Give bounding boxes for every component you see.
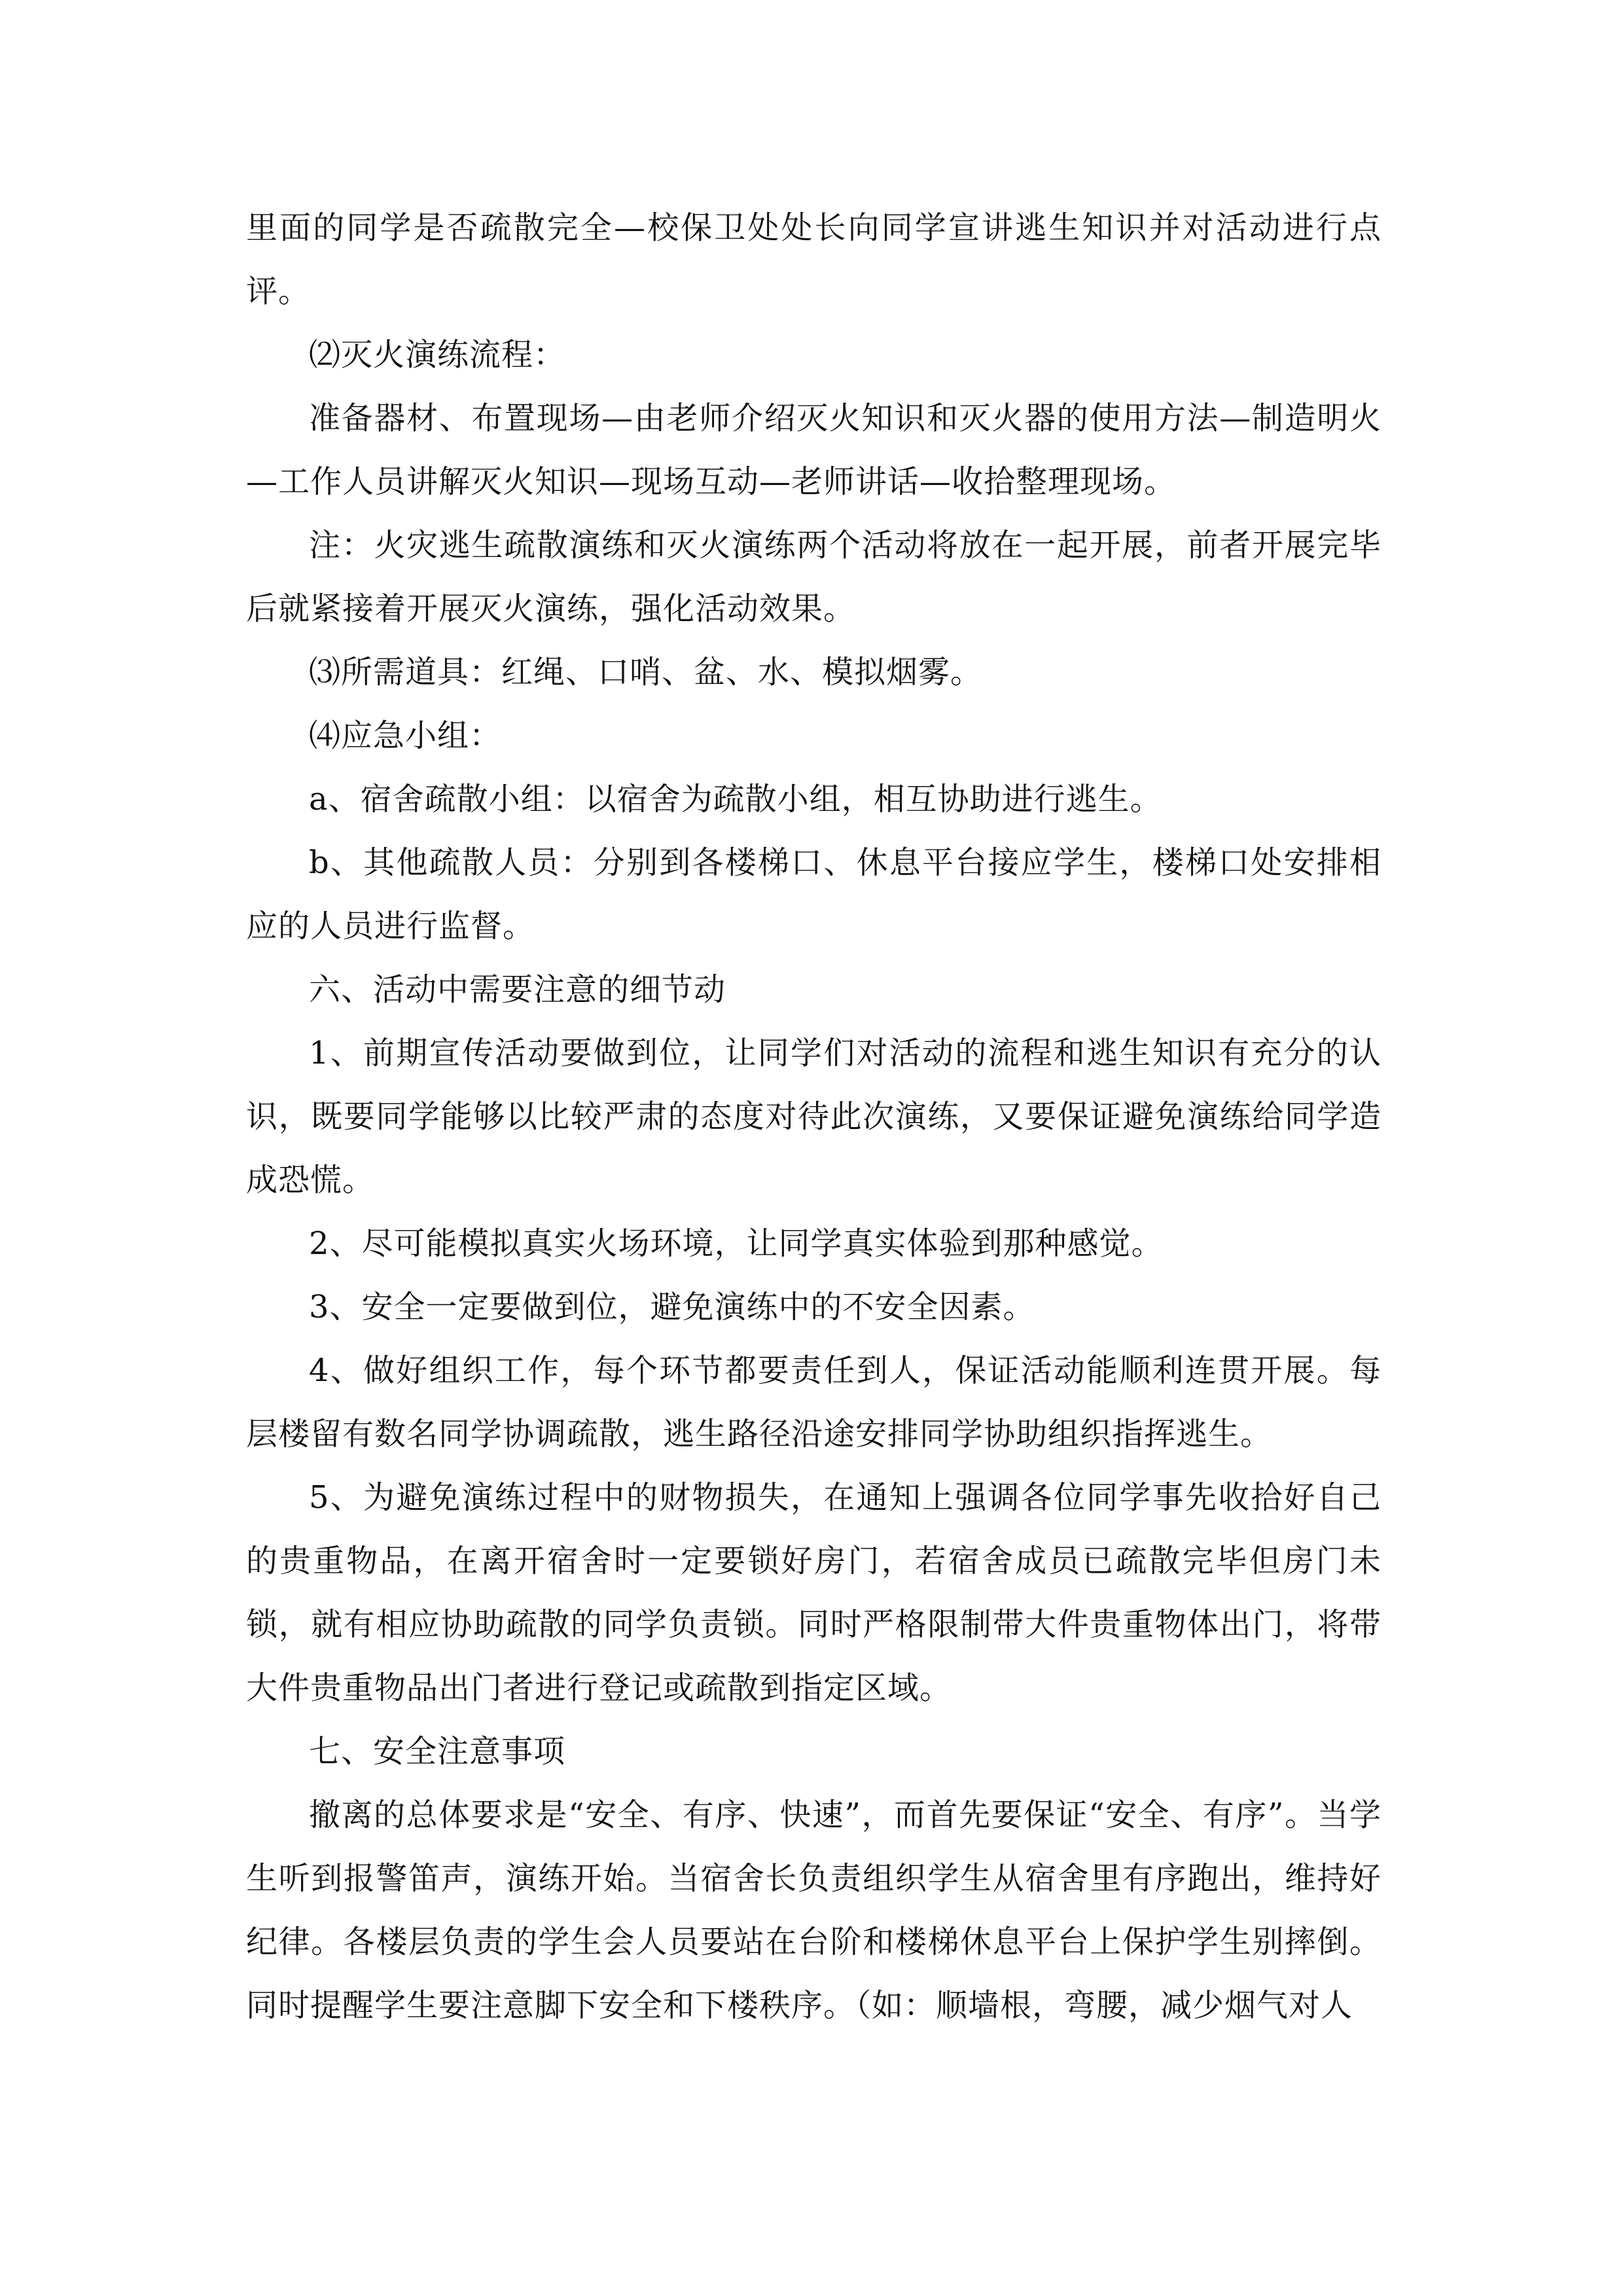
- paragraph-3: 准备器材、布置现场—由老师介绍灭火知识和灭火器的使用方法—制造明火—工作人员讲解灭火知识—现场互动—老师讲话—收拾整理现场。: [246, 400, 1382, 500]
- paragraph-7: a、宿舍疏散小组：以宿舍为疏散小组，相互协助进行逃生。: [309, 781, 1162, 817]
- section-heading-6: 六、活动中需要注意的细节动: [309, 971, 726, 1008]
- document-body: [246, 196, 1382, 2037]
- paragraph-12: 3、安全一定要做到位，避免演练中的不安全因素。: [309, 1289, 1035, 1325]
- paragraph-1: 里面的同学是否疏散完全—校保卫处处长向同学宣讲逃生知识并对活动进行点评。: [246, 209, 1382, 310]
- paragraph-6: ⑷应急小组：: [309, 717, 502, 754]
- paragraph-11: 2、尽可能模拟真实火场环境，让同学真实体验到那种感觉。: [309, 1225, 1164, 1262]
- paragraph-8: b、其他疏散人员：分别到各楼梯口、休息平台接应学生，楼梯口处安排相应的人员进行监督。: [246, 844, 1382, 944]
- paragraph-13: 4、做好组织工作，每个环节都要责任到人，保证活动能顺利连贯开展。每层楼留有数名同学协调疏散，逃生路径沿途安排同学协助组织指挥逃生。: [246, 1352, 1382, 1452]
- paragraph-5: ⑶所需道具：红绳、口哨、盆、水、模拟烟雾。: [309, 654, 983, 691]
- paragraph-2: ⑵灭火演练流程：: [309, 336, 566, 373]
- paragraph-14: 5、为避免演练过程中的财物损失，在通知上强调各位同学事先收拾好自己的贵重物品，在离开宿舍时一定要锁好房门，若宿舍成员已疏散完毕但房门未锁，就有相应协助疏散的同学负责锁。同时严格限制带大件贵重物体出门，将带大件贵重物品出门者进行登记或疏散到指定区域。: [246, 1479, 1382, 1706]
- section-heading-7: 七、安全注意事项: [309, 1733, 566, 1770]
- paragraph-10: 1、前期宣传活动要做到位，让同学们对活动的流程和逃生知识有充分的认识，既要同学能够以比较严肃的态度对待此次演练，又要保证避免演练给同学造成恐慌。: [246, 1035, 1382, 1198]
- paragraph-4: 注：火灾逃生疏散演练和灭火演练两个活动将放在一起开展，前者开展完毕后就紧接着开展灭火演练，强化活动效果。: [246, 527, 1382, 627]
- paragraph-16: 撤离的总体要求是“安全、有序、快速”，而首先要保证“安全、有序”。当学生听到报警笛声，演练开始。当宿舍长负责组织学生从宿舍里有序跑出，维持好纪律。各楼层负责的学生会人员要站在台阶和楼梯休息平台上保护学生别摔倒。同时提醒学生要注意脚下安全和下楼秩序。（如：顺墙根，弯腰，减少烟气对人: [246, 1797, 1382, 2024]
